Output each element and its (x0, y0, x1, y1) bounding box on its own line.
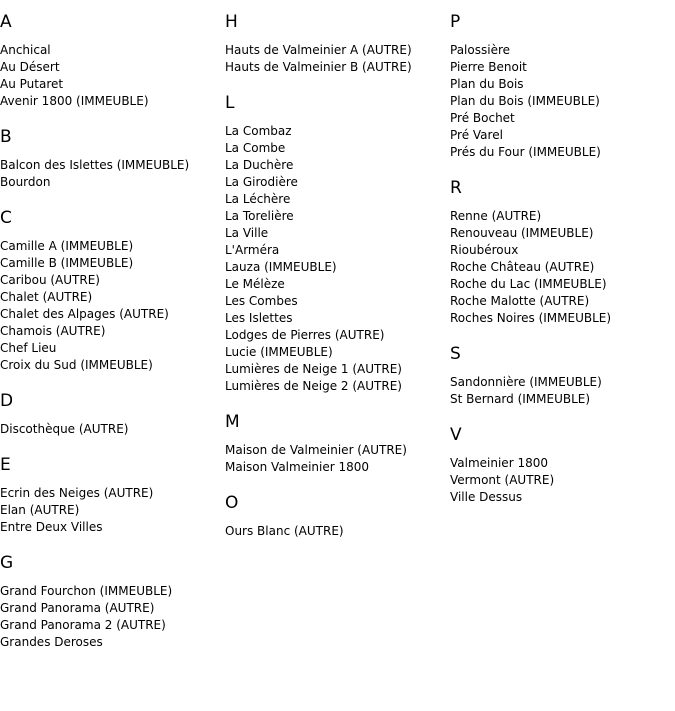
letter-heading: M (225, 412, 240, 432)
residence-link-la-combe[interactable]: La Combe (225, 141, 286, 155)
residence-link-balcon-des-islettes-immeuble[interactable]: Balcon des Islettes (IMMEUBLE) (0, 158, 190, 172)
residence-link-ecrin-des-neiges-autre[interactable]: Ecrin des Neiges (AUTRE) (0, 486, 154, 500)
residence-link-entre-deux-villes[interactable]: Entre Deux Villes (0, 520, 103, 534)
residence-link-la-ville[interactable]: La Ville (225, 226, 269, 240)
letter-heading: V (450, 425, 462, 445)
residence-link-grand-fourchon-immeuble[interactable]: Grand Fourchon (IMMEUBLE) (0, 584, 173, 598)
letter-group-c (0, 208, 220, 374)
residence-link-la-duchere[interactable]: La Duchère (225, 158, 294, 172)
letter-group-p (450, 12, 670, 161)
residence-link-au-desert[interactable]: Au Désert (0, 60, 60, 74)
letter-heading: P (450, 12, 461, 32)
residence-link-la-toreliere[interactable]: La Torelière (225, 209, 294, 223)
residence-link-hauts-de-valmeinier-a-autre[interactable]: Hauts de Valmeinier A (AUTRE) (225, 43, 412, 57)
directory-column-3 (450, 12, 670, 523)
residence-link-maison-de-valmeinier-autre[interactable]: Maison de Valmeinier (AUTRE) (225, 443, 407, 457)
residence-link-lumieres-de-neige-1-autre[interactable]: Lumières de Neige 1 (AUTRE) (225, 362, 402, 376)
residence-link-chef-lieu[interactable]: Chef Lieu (0, 341, 57, 355)
residence-list (225, 123, 445, 395)
residence-link-roche-chateau-autre[interactable]: Roche Château (AUTRE) (450, 260, 595, 274)
residence-link-renne-autre[interactable]: Renne (AUTRE) (450, 209, 542, 223)
residence-link-pres-du-four-immeuble[interactable]: Prés du Four (IMMEUBLE) (450, 145, 601, 159)
residence-link-grand-panorama-2-autre[interactable]: Grand Panorama 2 (AUTRE) (0, 618, 166, 632)
residence-link-lauza-immeuble[interactable]: Lauza (IMMEUBLE) (225, 260, 337, 274)
residence-list (0, 485, 220, 536)
residence-link-lodges-de-pierres-autre[interactable]: Lodges de Pierres (AUTRE) (225, 328, 385, 342)
letter-heading: A (0, 12, 12, 32)
residence-link-chamois-autre[interactable]: Chamois (AUTRE) (0, 324, 106, 338)
residence-link-ville-dessus[interactable]: Ville Dessus (450, 490, 523, 504)
letter-group-v (450, 425, 670, 506)
residence-link-croix-du-sud-immeuble[interactable]: Croix du Sud (IMMEUBLE) (0, 358, 153, 372)
letter-group-o (225, 493, 445, 540)
residence-link-vermont-autre[interactable]: Vermont (AUTRE) (450, 473, 555, 487)
residence-link-roche-malotte-autre[interactable]: Roche Malotte (AUTRE) (450, 294, 590, 308)
residence-link-plan-du-bois-immeuble[interactable]: Plan du Bois (IMMEUBLE) (450, 94, 600, 108)
letter-heading: E (0, 455, 11, 475)
residence-link-bourdon[interactable]: Bourdon (0, 175, 51, 189)
letter-group-e (0, 455, 220, 536)
residence-list (0, 238, 220, 374)
residence-list (450, 374, 670, 408)
residence-link-palossiere[interactable]: Palossière (450, 43, 510, 57)
residence-link-camille-a-immeuble[interactable]: Camille A (IMMEUBLE) (0, 239, 134, 253)
residence-link-les-combes[interactable]: Les Combes (225, 294, 298, 308)
residence-link-caribou-autre[interactable]: Caribou (AUTRE) (0, 273, 100, 287)
letter-group-h (225, 12, 445, 76)
letter-heading: G (0, 553, 14, 573)
letter-heading: H (225, 12, 238, 32)
residence-link-grand-panorama-autre[interactable]: Grand Panorama (AUTRE) (0, 601, 155, 615)
residence-link-la-girodiere[interactable]: La Girodière (225, 175, 298, 189)
directory-column-2 (225, 12, 445, 557)
residence-link-la-combaz[interactable]: La Combaz (225, 124, 292, 138)
letter-heading: D (0, 391, 14, 411)
residence-link-l-armera[interactable]: L'Arméra (225, 243, 280, 257)
residence-link-elan-autre[interactable]: Elan (AUTRE) (0, 503, 80, 517)
residence-link-pierre-benoit[interactable]: Pierre Benoit (450, 60, 527, 74)
residence-link-anchical[interactable]: Anchical (0, 43, 51, 57)
residence-link-pre-varel[interactable]: Pré Varel (450, 128, 503, 142)
residence-link-plan-du-bois[interactable]: Plan du Bois (450, 77, 524, 91)
residence-link-lumieres-de-neige-2-autre[interactable]: Lumières de Neige 2 (AUTRE) (225, 379, 402, 393)
letter-group-l (225, 93, 445, 395)
residence-link-le-meleze[interactable]: Le Mélèze (225, 277, 285, 291)
residence-list (225, 523, 445, 540)
residence-link-maison-valmeinier-1800[interactable]: Maison Valmeinier 1800 (225, 460, 370, 474)
letter-group-b (0, 127, 220, 191)
residence-link-lucie-immeuble[interactable]: Lucie (IMMEUBLE) (225, 345, 333, 359)
residence-list (0, 421, 220, 438)
residence-link-les-islettes[interactable]: Les Islettes (225, 311, 293, 325)
residence-link-roches-noires-immeuble[interactable]: Roches Noires (IMMEUBLE) (450, 311, 612, 325)
letter-heading: R (450, 178, 462, 198)
letter-heading: C (0, 208, 12, 228)
residence-link-chalet-autre[interactable]: Chalet (AUTRE) (0, 290, 93, 304)
residence-list (0, 42, 220, 110)
residence-list (450, 455, 670, 506)
letter-heading: B (0, 127, 12, 147)
letter-group-g (0, 553, 220, 651)
letter-group-d (0, 391, 220, 438)
residence-link-st-bernard-immeuble[interactable]: St Bernard (IMMEUBLE) (450, 392, 591, 406)
residence-link-valmeinier-1800[interactable]: Valmeinier 1800 (450, 456, 548, 470)
residence-link-chalet-des-alpages-autre[interactable]: Chalet des Alpages (AUTRE) (0, 307, 169, 321)
residence-list (225, 442, 445, 476)
residence-list (0, 157, 220, 191)
letter-group-m (225, 412, 445, 476)
residence-link-camille-b-immeuble[interactable]: Camille B (IMMEUBLE) (0, 256, 134, 270)
residence-link-sandonniere-immeuble[interactable]: Sandonnière (IMMEUBLE) (450, 375, 602, 389)
residence-list (450, 208, 670, 327)
residence-link-riouberoux[interactable]: Rioubéroux (450, 243, 519, 257)
letter-heading: O (225, 493, 239, 513)
residence-list (450, 42, 670, 161)
residence-link-ours-blanc-autre[interactable]: Ours Blanc (AUTRE) (225, 524, 344, 538)
residence-list (225, 42, 445, 76)
residence-link-avenir-1800-immeuble[interactable]: Avenir 1800 (IMMEUBLE) (0, 94, 149, 108)
residence-link-hauts-de-valmeinier-b-autre[interactable]: Hauts de Valmeinier B (AUTRE) (225, 60, 412, 74)
residence-link-au-putaret[interactable]: Au Putaret (0, 77, 64, 91)
residence-list (0, 583, 220, 651)
residence-link-roche-du-lac-immeuble[interactable]: Roche du Lac (IMMEUBLE) (450, 277, 607, 291)
residence-link-discotheque-autre[interactable]: Discothèque (AUTRE) (0, 422, 129, 436)
letter-group-r (450, 178, 670, 327)
letter-heading: L (225, 93, 235, 113)
residence-link-grandes-deroses[interactable]: Grandes Deroses (0, 635, 103, 649)
letter-group-a (0, 12, 220, 110)
letter-heading: S (450, 344, 461, 364)
directory-column-1 (0, 12, 220, 668)
residence-link-renouveau-immeuble[interactable]: Renouveau (IMMEUBLE) (450, 226, 594, 240)
residence-link-pre-bochet[interactable]: Pré Bochet (450, 111, 515, 125)
residence-link-la-lechere[interactable]: La Léchère (225, 192, 291, 206)
letter-group-s (450, 344, 670, 408)
